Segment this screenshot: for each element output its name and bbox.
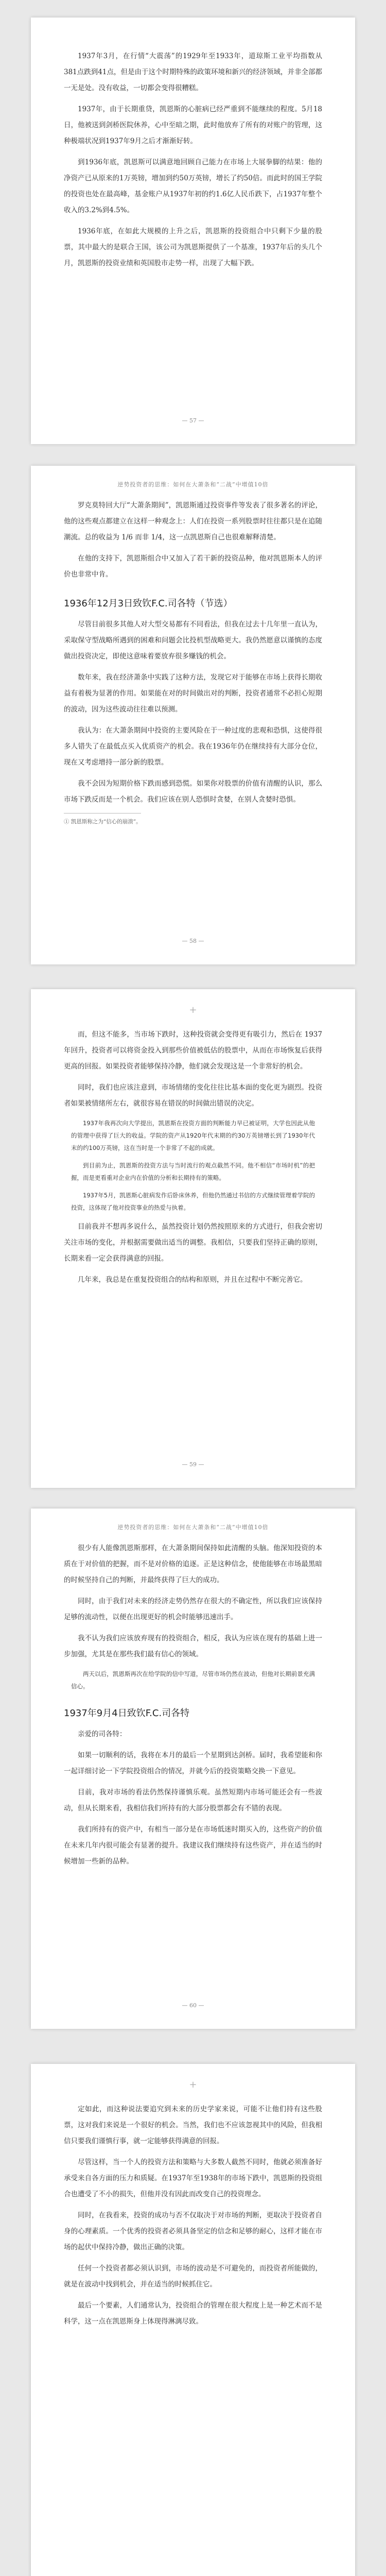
- paragraph: 定如此，而这种说法要追究到未来的历史学家来说，可能不让他们持有这些股票，这对我们来说是一个很好的机会。当然，我们也不应该忽视其中的风险，但我相信只要我们谨慎行事，就一定能够获得满意的回报。: [64, 2105, 322, 2145]
- paragraph: 尽管这样，当一个人的投资方法和策略与大多数人截然不同时，他就必须准备好承受来自各方面的压力和质疑。在1937年至1938年的市场下跌中，凯恩斯的投资组合也遭受了不小的损失，但他并没有因此而改变自己的投资理念。: [64, 2158, 322, 2198]
- paragraph: 同时，我们也应该注意到，市场情绪的变化往往比基本面的变化更为剧烈。投资者如果被情绪所左右，就很容易在错误的时间做出错误的决定。: [64, 1083, 322, 1108]
- paragraph: 如果一切顺利的话，我将在本月的最后一个星期到达剑桥。届时，我希望能和你一起详细讨论一下学院投资组合的情况，并就今后的投资策略交换一下意见。: [64, 1751, 322, 1775]
- block-quote: 1937年我再次向大学提出，凯恩斯在投资方面的判断能力早已被证明，大学也因此从他的管理中获得了巨大的收益。学院的资产从1920年代末期的约30万英镑增长到了1930年代末的约100万英镑，这在当时是一个非常了不起的成就。: [71, 1120, 315, 1151]
- paragraph: 同时，由于我们对未来的经济走势仍然存在很大的不确定性，所以我们应该保持足够的流动性，以便在出现更好的机会时能够迅速出手。: [64, 1597, 322, 1621]
- paragraph: 目前，我对市场的看法仍然保持谨慎乐观。虽然短期内市场可能还会有一些波动，但从长期来看，我相信我们所持有的大部分股票都会有不错的表现。: [64, 1788, 322, 1812]
- page-number: — 60 —: [182, 2002, 204, 2009]
- paragraph: 我认为：在大萧条期间中投资的主要风险在于一种过度的悲观和恐惧，这使得很多人错失了在最低点买入优质资产的机会。我在1936年仍在继续持有大部分仓位，现在又考虑增持一部分新的股票。: [64, 726, 322, 767]
- block-quote: 1937年5月，凯恩斯心脏病发作后卧床休养，但他仍然通过书信的方式继续管理着学院的投资，这体现了他对投资事业的热爱与执着。: [71, 1192, 315, 1211]
- paragraph: 我们所持有的资产中，有相当一部分是在市场低迷时期买入的，这些资产的价值在未来几年内很可能会有显著的提升。我建议我们继续持有这些资产，并在适当的时候增加一些新的品种。: [64, 1825, 322, 1866]
- letter-heading: 1936年12月3日致钦F.C.司各特（节选）: [64, 598, 233, 609]
- paragraph: 在他的支持下，凯恩斯组合中又加入了若干新的投资品种，他对凯恩斯本人的评价也非常中肯。: [64, 554, 322, 579]
- paragraph: 1936年底，在如此大规模的上升之后，凯恩斯的投资组合中只剩下少量的股票，其中最大的是联合王国，该公司为凯恩斯提供了一个基准，1937年后的头几个月，凯恩斯的投资业绩和英国股市走势一样，出现了大幅下跌。: [64, 227, 322, 267]
- letter-heading: 1937年9月4日致钦F.C.司各特: [64, 1708, 190, 1719]
- paragraph: 最后一个要素，人们通常认为，投资组合的管理在很大程度上是一种艺术而不是科学，这一点在凯恩斯身上体现得淋漓尽致。: [64, 2301, 322, 2326]
- ornament-icon: +: [189, 2079, 197, 2090]
- paragraph: 我不认为我们应该放弃现有的投资组合，相反，我认为应该在现有的基础上进一步加强，尤其是在那些我们最有信心的领域。: [64, 1634, 322, 1658]
- paragraph: 同时，在我看来，投资的成功与否不仅取决于对市场的判断，更取决于投资者自身的心理素质。一个优秀的投资者必须具备坚定的信念和足够的耐心，这样才能在市场的起伏中保持冷静，做出正确的决策。: [64, 2211, 322, 2251]
- paragraph: 1937年，由于长期重贷，凯恩斯的心脏病已经严重到不能继续的程度。5月18日，他被送到剑桥医院休养，心中至暗之期，此时他放弃了所有的对账户的管理，这种极端状况到1937年9月之后才渐渐好转。: [64, 105, 322, 145]
- paragraph: 我不会因为短期价格下跌而感到恐慌。如果你对股票的价值有清醒的认识，那么市场下跌反而是一个机会。我们应该在别人恐惧时贪婪，在别人贪婪时恐惧。: [64, 779, 322, 804]
- ornament-icon: +: [189, 1005, 197, 1015]
- paragraph: 到1936年底，凯恩斯可以满意地回顾自己能力在市场上大展拳脚的结果：他的净资产已从原来的1万英镑，增加到约50万英镑，增长了约50倍。而此时的国王学院的投资也处在最高峰，基金账户从1937年初的约1.6亿人民币跌下，占1937年整个收入的3.2%到4.5%。: [64, 158, 322, 214]
- paragraph: 几年来，我总是在重复投资组合的结构和原则，并且在过程中不断完善它。: [78, 1276, 307, 1284]
- document-page-57: [31, 18, 355, 444]
- paragraph: 任何一个投资者都必须认识到，市场的波动是不可避免的，而投资者所能做的，就是在波动中找到机会，并在适当的时候抓住它。: [64, 2264, 322, 2289]
- document-page-60: [31, 1509, 355, 2029]
- paragraph: 目前我并不想再多说什么，虽然投资计划仍然按照原来的方式进行，但我会密切关注市场的变化，并根据需要做出适当的调整。我相信，只要我们坚持正确的原则，长期来看一定会获得满意的回报。: [64, 1223, 322, 1263]
- running-head: 逆势投资者的思维：如何在大萧条和“二战”中增值10倍: [117, 481, 269, 488]
- footnote: ① 凯恩斯称之为“信心的崩溃”。: [64, 813, 141, 827]
- paragraph: 罗克莫特回大厅“大萧条期间”，凯恩斯通过投资事件等发表了很多著名的评论，他的这些观点都建立在这样一种观念上：人们在投资一系列股票时往往都只是在追随潮流。总的收益为 1/6 而非 1/4，这一点凯恩斯自己也很难解释清楚。: [64, 501, 322, 541]
- salutation: 亲爱的司各特：: [78, 1730, 127, 1738]
- running-head: 逆势投资者的思维：如何在大萧条和“二战”中增值10倍: [117, 1524, 269, 1531]
- page-number: — 59 —: [182, 1461, 204, 1468]
- document-page-59: [31, 989, 355, 1488]
- paragraph: 很少有人能像凯恩斯那样，在大萧条期间保持如此清醒的头脑。他深知投资的本质在于对价值的把握，而不是对价格的追逐。正是这种信念，使他能够在市场最黑暗的时候坚持自己的判断，并最终获得了巨大的成功。: [64, 1544, 322, 1584]
- block-quote: 两天以后，凯恩斯再次在给学院的信中写道，尽管市场仍然在波动，但他对长期前景充满信心。: [71, 1670, 315, 1690]
- paragraph: 1937年3月，在行情“大震荡”的1929年至1933年，道琼斯工业平均指数从381点跌到41点，但是由于这个时期特殊的政策环境和新兴的经济领域，并非全部都一无是处。没有收益，一切都会变得很糟糕。: [64, 52, 322, 92]
- document-page-58: [31, 466, 355, 964]
- document-page-61: [31, 2064, 355, 2576]
- page-number: — 57 —: [182, 417, 204, 424]
- paragraph: 而，但这不能多，当市场下跌时，这种投资就会变得更有吸引力，然后在 1937 年回升，投资者可以将资金投入到那些价值被低估的股票中，从而在市场恢复后获得更高的回报。如果投资者能够保持冷静，他们就会发现这是一个非常好的机会。: [64, 1030, 322, 1071]
- paragraph: 数年来，我在经济萧条中实践了这种方法，发现它对于能够在市场上获得长期收益有着极为显著的作用。如果能在对的时间做出对的判断，投资者通常不必担心短期的波动，因为这些波动往往难以预测。: [64, 673, 322, 714]
- page-number: — 58 —: [182, 938, 204, 944]
- paragraph: 尽管目前很多其他人对大型交易都有不同看法，但我在过去十几年里一直认为，采取保守型战略所遇到的困难和问题会比投机型战略更大。我仍然愿意以谨慎的态度做出投资决定，即使这意味着要放弃很多赚钱的机会。: [64, 620, 322, 660]
- block-quote: 到目前为止，凯恩斯的投资方法与当时流行的观点截然不同。他不相信“市场时机”的把握，而是更看重对企业内在价值的分析和长期持有的策略。: [71, 1162, 315, 1181]
